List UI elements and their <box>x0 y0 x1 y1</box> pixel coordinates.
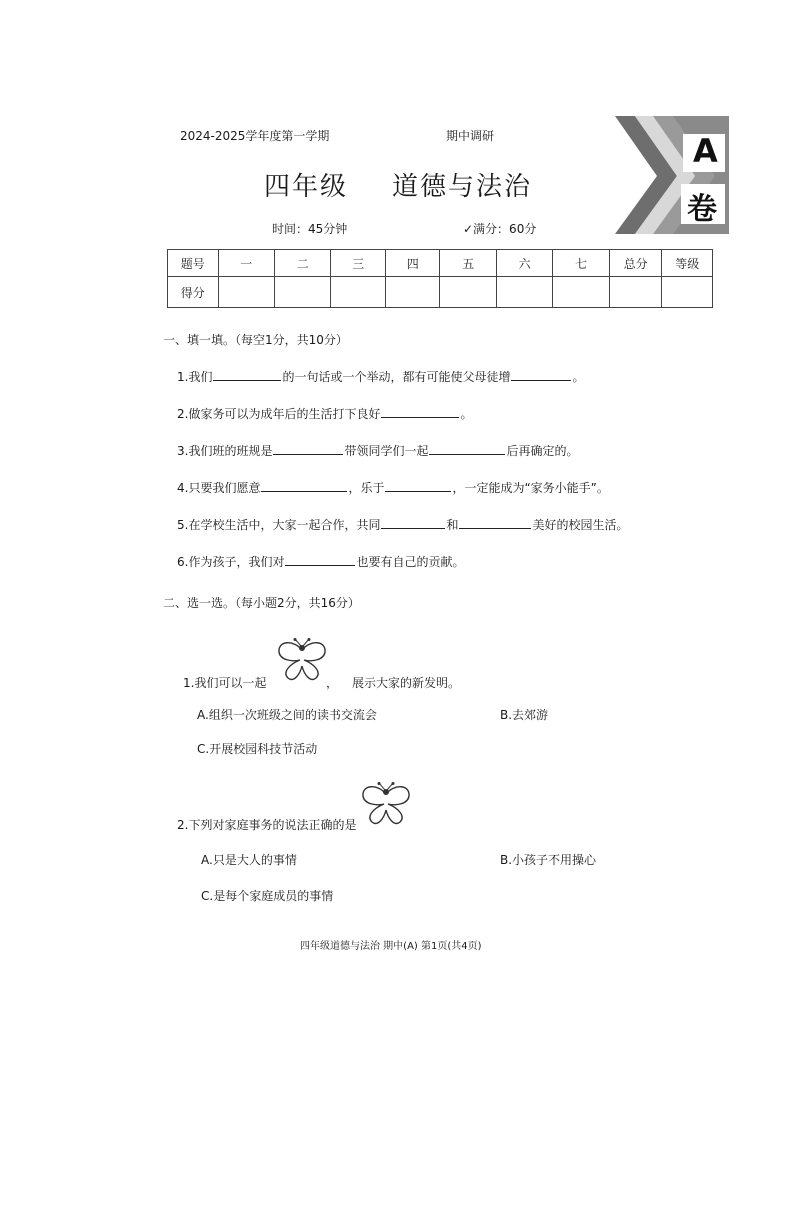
table-cell: 题号 <box>168 250 219 277</box>
butterfly-icon <box>360 782 412 832</box>
answer-blank[interactable] <box>381 406 459 418</box>
answer-blank[interactable] <box>261 480 347 492</box>
answer-blank[interactable] <box>459 517 531 529</box>
question-text: 6.作为孩子，我们对 <box>177 555 285 569</box>
q1-option-a[interactable]: A.组织一次班级之间的读书交流会 <box>197 708 377 722</box>
question-text: 和 <box>446 518 459 532</box>
question-text: 的一句话或一个举动，都有可能使父母徒增 <box>282 370 511 384</box>
q2-option-c[interactable]: C.是每个家庭成员的事情 <box>201 889 334 903</box>
table-cell: 七 <box>553 250 609 277</box>
question-text: 4.只要我们愿意 <box>177 481 261 495</box>
score-table-header-row <box>168 250 713 277</box>
question-text: 也要有自己的贡献。 <box>356 555 465 569</box>
answer-blank[interactable] <box>385 480 451 492</box>
question-text: 带领同学们一起 <box>344 444 429 458</box>
score-cell[interactable] <box>385 277 440 308</box>
page-footer: 四年级道德与法治 期中(A) 第1页(共4页) <box>300 941 482 952</box>
section1-heading: 一、填一填。（每空1分，共10分） <box>163 333 348 347</box>
fill-question-2 <box>177 405 472 422</box>
question-text: 后再确定的。 <box>506 444 579 458</box>
exam-type-label: 期中调研 <box>446 129 495 143</box>
full-score: ✓满分：60分 <box>463 222 537 236</box>
score-table-score-row <box>168 277 713 308</box>
q2-option-b[interactable]: B.小孩子不用操心 <box>500 853 597 867</box>
answer-blank[interactable] <box>213 369 281 381</box>
question-text: 3.我们班的班规是 <box>177 444 273 458</box>
score-cell[interactable] <box>609 277 662 308</box>
fill-question-6 <box>177 553 464 570</box>
table-cell: 二 <box>275 250 331 277</box>
q2-option-a[interactable]: A.只是大人的事情 <box>201 853 297 867</box>
butterfly-icon <box>276 638 328 688</box>
question-text: 。 <box>572 370 585 384</box>
q1-option-c[interactable]: C.开展校园科技节活动 <box>197 742 318 756</box>
answer-blank[interactable] <box>273 443 343 455</box>
table-cell: 六 <box>496 250 552 277</box>
fill-question-5 <box>177 516 628 533</box>
question-text: 5.在学校生活中，大家一起合作，共同 <box>177 518 381 532</box>
question-text: 1.我们 <box>177 370 213 384</box>
time-limit: 时间：45分钟 <box>272 222 348 236</box>
paper-version-badge <box>613 114 729 236</box>
grade-title: 四年级 <box>264 172 349 202</box>
score-cell[interactable] <box>553 277 609 308</box>
table-cell: 一 <box>218 250 274 277</box>
badge-char: 卷 <box>687 192 717 227</box>
score-cell[interactable] <box>496 277 552 308</box>
score-table <box>167 249 713 308</box>
choice-question-2-stem: 2.下列对家庭事务的说法正确的是 <box>177 818 357 832</box>
question-text: ，一定能成为“家务小能手”。 <box>452 481 609 495</box>
score-cell[interactable] <box>662 277 713 308</box>
q1-option-b[interactable]: B.去郊游 <box>500 708 549 722</box>
table-cell: 总分 <box>609 250 662 277</box>
table-cell: 得分 <box>168 277 219 308</box>
choice-question-1-stem-c: 展示大家的新发明。 <box>352 676 461 690</box>
answer-blank[interactable] <box>511 369 571 381</box>
subject-title: 道德与法治 <box>392 172 533 202</box>
answer-blank[interactable] <box>429 443 505 455</box>
choice-question-1-stem-a: 1.我们可以一起 <box>183 676 267 690</box>
term-label: 2024-2025学年度第一学期 <box>180 129 330 143</box>
question-text: 。 <box>460 407 473 421</box>
table-cell: 四 <box>385 250 440 277</box>
table-cell: 三 <box>331 250 386 277</box>
score-cell[interactable] <box>218 277 274 308</box>
score-cell[interactable] <box>440 277 496 308</box>
answer-blank[interactable] <box>381 517 445 529</box>
question-text: 美好的校园生活。 <box>532 518 629 532</box>
choice-question-1-stem-b: ， <box>326 676 339 690</box>
answer-blank[interactable] <box>285 554 355 566</box>
question-text: 2.做家务可以为成年后的生活打下良好 <box>177 407 381 421</box>
fill-question-1 <box>177 368 584 385</box>
badge-letter: A <box>693 132 718 170</box>
score-cell[interactable] <box>331 277 386 308</box>
score-cell[interactable] <box>275 277 331 308</box>
fill-question-4 <box>177 479 609 496</box>
question-text: ，乐于 <box>348 481 385 495</box>
table-cell: 五 <box>440 250 496 277</box>
table-cell: 等级 <box>662 250 713 277</box>
section2-heading: 二、选一选。（每小题2分，共16分） <box>163 596 360 610</box>
fill-question-3 <box>177 442 578 459</box>
